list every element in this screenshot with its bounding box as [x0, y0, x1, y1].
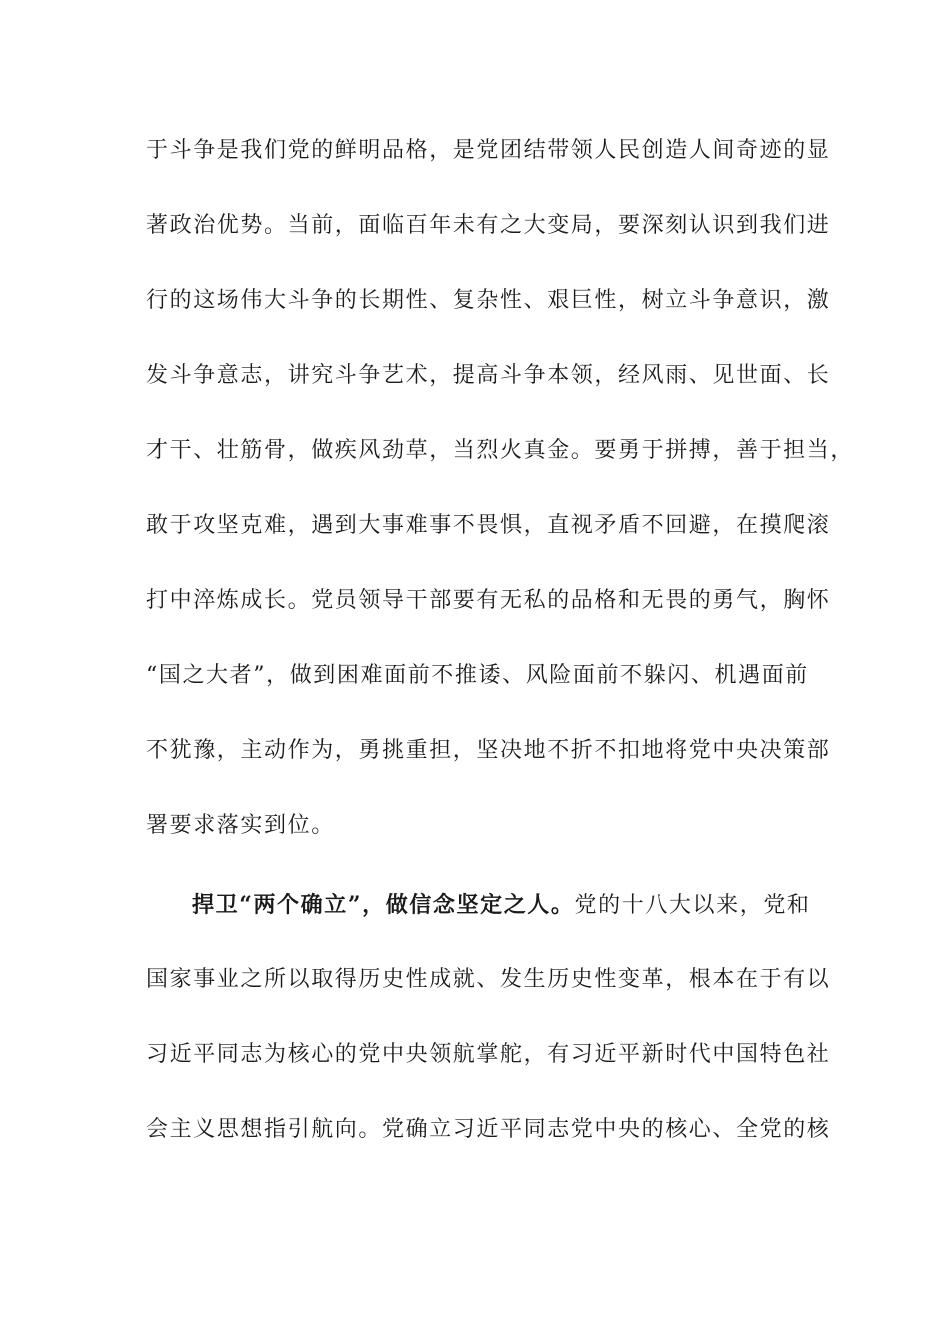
paragraph-line: 国家事业之所以取得历史性成就、发生历史性变革，根本在于有以 [146, 967, 831, 992]
section-first-line [192, 885, 811, 925]
paragraph-line: 习近平同志为核心的党中央领航掌舵，有习近平新时代中国特色社 [146, 1042, 831, 1067]
section-heading: 捍卫“两个确立”，做信念坚定之人。 [192, 892, 575, 918]
paragraph-line: 敢于攻坚克难，遇到大事难事不畏惧，直视矛盾不回避，在摸爬滚 [146, 513, 831, 538]
section-heading-continuation: 党的十八大以来，党和 [574, 893, 811, 918]
paragraph-line: “国之大者”，做到困难面前不推诿、风险面前不躲闪、机遇面前 [146, 663, 809, 688]
paragraph-line: 署要求落实到位。 [146, 813, 335, 838]
paragraph-line: 才干、壮筋骨，做疾风劲草，当烈火真金。要勇于拼搏，善于担当， [146, 438, 855, 463]
paragraph-line: 发斗争意志，讲究斗争艺术，提高斗争本领，经风雨、见世面、长 [146, 363, 831, 388]
paragraph-line: 著政治优势。当前，面临百年未有之大变局，要深刻认识到我们进 [146, 213, 831, 238]
paragraph-line: 会主义思想指引航向。党确立习近平同志党中央的核心、全党的核 [146, 1117, 831, 1142]
paragraph-line: 打中淬炼成长。党员领导干部要有无私的品格和无畏的勇气，胸怀 [146, 588, 831, 613]
paragraph-line: 行的这场伟大斗争的长期性、复杂性、艰巨性，树立斗争意识，激 [146, 288, 831, 313]
paragraph-line: 于斗争是我们党的鲜明品格，是党团结带领人民创造人间奇迹的显 [146, 138, 831, 163]
paragraph-line: 不犹豫，主动作为，勇挑重担，坚决地不折不扣地将党中央决策部 [146, 738, 831, 763]
